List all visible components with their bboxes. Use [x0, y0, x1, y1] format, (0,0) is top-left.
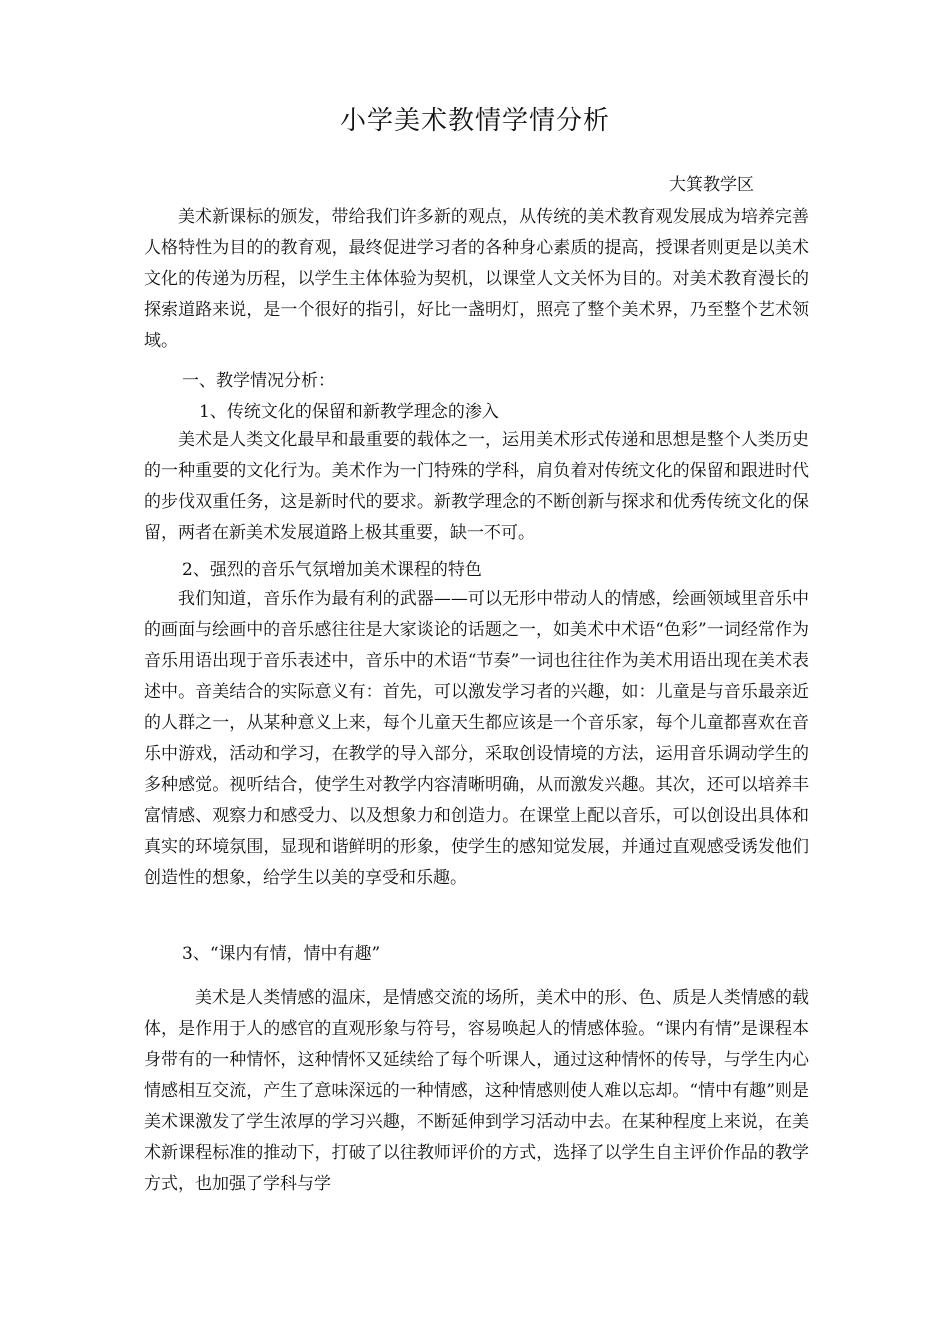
subsection-1-paragraph: 美术是人类文化最早和最重要的载体之一，运用美术形式传递和思想是整个人类历史的一种重要的文化行为。美术作为一门特殊的学科，肩负着对传统文化的保留和跟进时代的步伐双重任务，这是新时代的要求。新教学理念的不断创新与探求和优秀传统文化的保留，两者在新美术发展道路上极其重要，缺一不可。 — [144, 430, 809, 543]
intro-paragraph: 美术新课标的颁发，带给我们许多新的观点，从传统的美术教育观发展成为培养完善人格特性为目的的教育观，最终促进学习者的各种身心素质的提高，授课者则更是以美术文化的传递为历程，以学生主体体验为契机，以课堂人文关怀为目的。对美术教育漫长的探索道路来说，是一个很好的指引，好比一盏明灯，照亮了整个美术界，乃至整个艺术领域。 — [144, 207, 809, 351]
subsection-2-heading: 2、强烈的音乐气氛增加美术课程的特色 — [182, 560, 482, 580]
subsection-1-heading: 1、传统文化的保留和新教学理念的渗入 — [199, 402, 499, 422]
section-heading: 一、教学情况分析： — [182, 371, 335, 391]
subsection-3-heading: 3、“课内有情，情中有趣” — [182, 944, 381, 964]
subsection-3-paragraph: 美术是人类情感的温床，是情感交流的场所，美术中的形、色、质是人类情感的载体，是作用于人的感官的直观形象与符号，容易唤起人的情感体验。“课内有情”是课程本身带有的一种情怀，这种情怀又延续给了每个听课人，通过这种情怀的传导，与学生内心情感相互交流，产生了意味深远的一种情感，这种情感则使人难以忘却。“情中有趣”则是美术课激发了学生浓厚的学习兴趣，不断延伸到学习活动中去。在某种程度上来说，在美术新课程标准的推动下，打破了以往教师评价的方式，选择了以学生自主评价作品的教学方式，也加强了学科与学 — [144, 988, 809, 1194]
subsection-2-paragraph: 我们知道，音乐作为最有利的武器——可以无形中带动人的情感，绘画领域里音乐中的画面与绘画中的音乐感往往是大家谈论的话题之一，如美术中术语“色彩”一词经常作为音乐用语出现于音乐表述中，音乐中的术语“节奏”一词也往往作为美术用语出现在美术表述中。音美结合的实际意义有：首先，可以激发学习者的兴趣，如：儿童是与音乐最亲近的人群之一，从某种意义上来，每个儿童天生都应该是一个音乐家，每个儿童都喜欢在音乐中游戏，活动和学习，在教学的导入部分，采取创设情境的方法，运用音乐调动学生的多种感觉。视听结合，使学生对教学内容清晰明确，从而激发兴趣。其次，还可以培养丰富情感、观察力和感受力、以及想象力和创造力。在课堂上配以音乐，可以创设出具体和真实的环境氛围，显现和谐鲜明的形象，使学生的感知觉发展，并通过直观感受诱发他们创造性的想象，给学生以美的享受和乐趣。 — [144, 589, 809, 888]
document-title: 小学美术教情学情分析 — [339, 106, 610, 136]
document-author: 大箕教学区 — [669, 175, 754, 195]
